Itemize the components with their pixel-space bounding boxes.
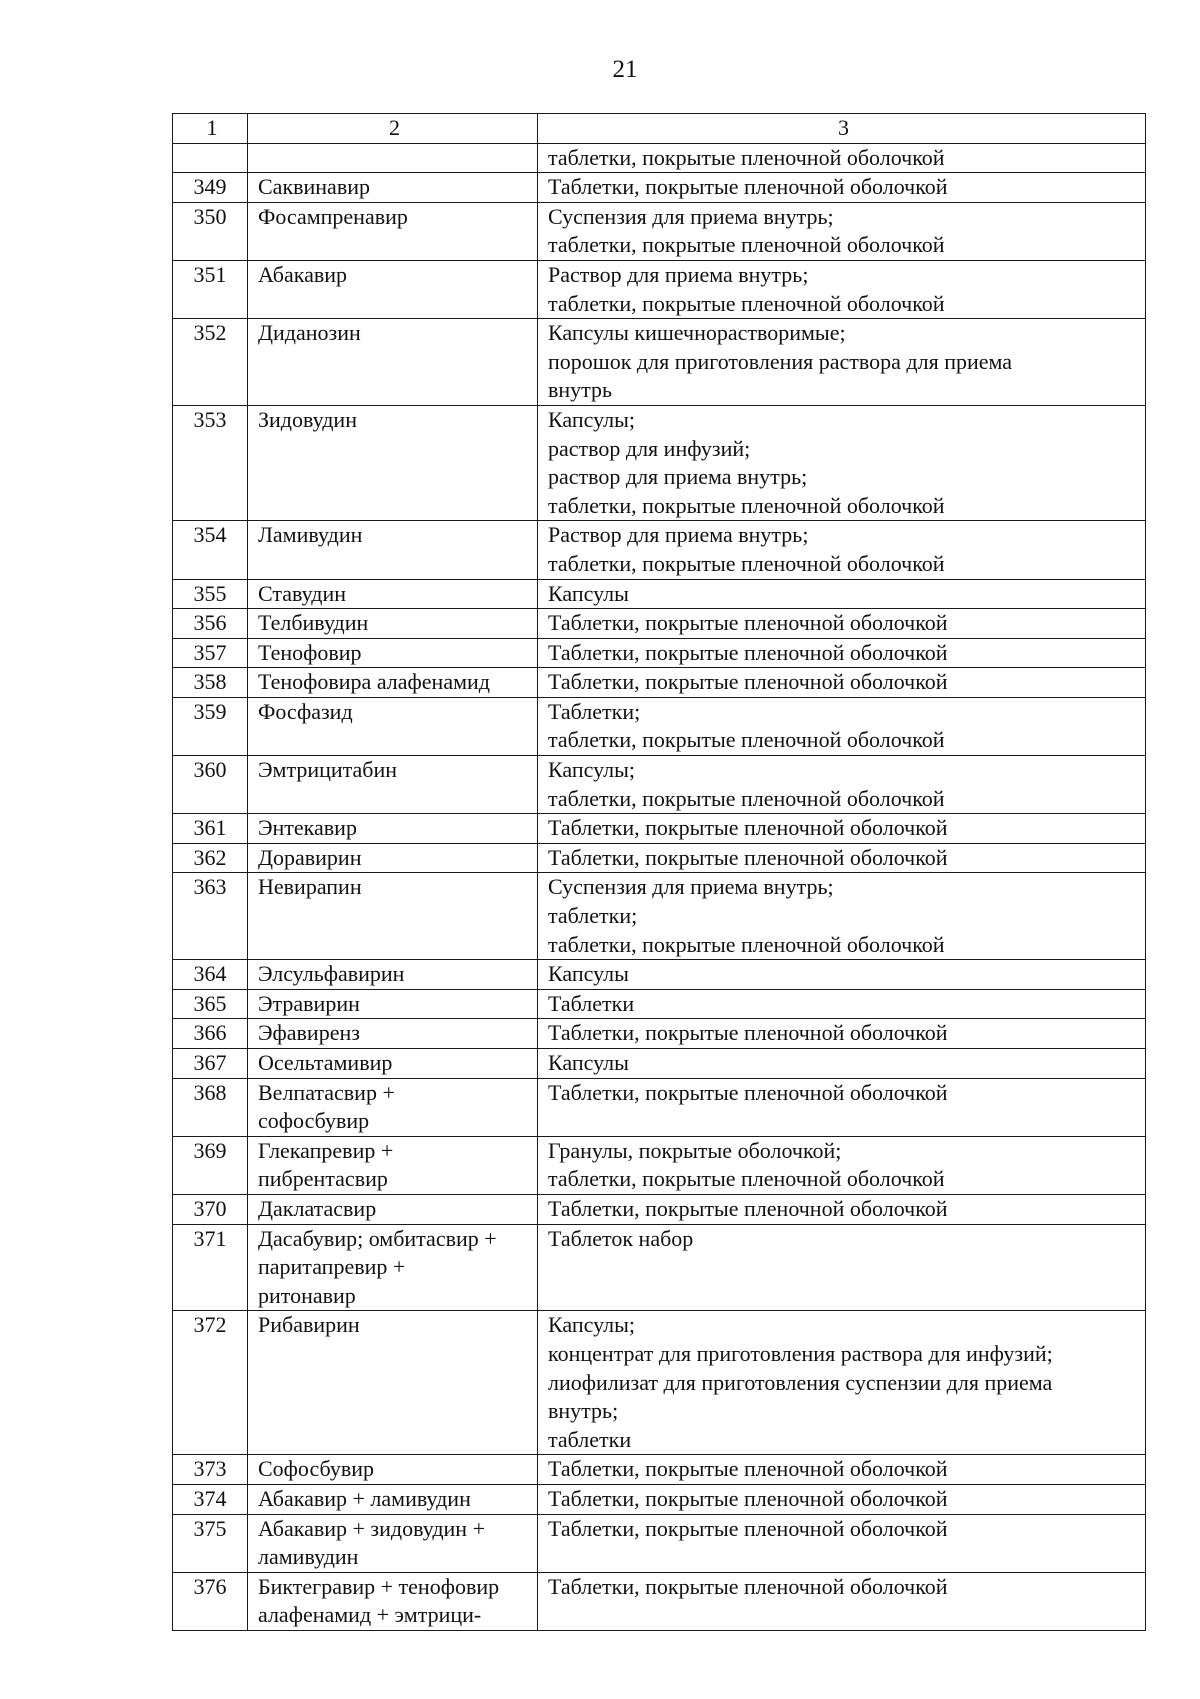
- table-row: [173, 873, 1146, 960]
- dosage-form-line: таблетки, покрытые пленочной оболочкой: [548, 1166, 945, 1192]
- table-row: [173, 173, 1146, 203]
- row-number: 359: [173, 697, 248, 755]
- drug-name-line: ритонавир: [258, 1282, 356, 1308]
- row-number: 363: [173, 873, 248, 960]
- row-number: 351: [173, 260, 248, 318]
- row-number: 373: [173, 1455, 248, 1485]
- drug-name-line: Ставудин: [258, 580, 347, 606]
- dosage-form-cell: [538, 1484, 1146, 1514]
- table-row: [173, 1572, 1146, 1630]
- drug-name-line: Тенофовира алафенамид: [258, 669, 490, 695]
- dosage-form-cell: [538, 1049, 1146, 1079]
- dosage-form-cell: [538, 668, 1146, 698]
- table-row: [173, 1455, 1146, 1485]
- dosage-form-line: Таблетки: [548, 990, 635, 1016]
- dosage-form-cell: [538, 1136, 1146, 1194]
- drug-name-line: Эмтрицитабин: [258, 757, 398, 783]
- drug-name-cell: [248, 756, 538, 814]
- dosage-form-line: таблетки, покрытые пленочной оболочкой: [548, 290, 945, 316]
- dosage-form-cell: [538, 843, 1146, 873]
- table-row: [173, 697, 1146, 755]
- row-number: 369: [173, 1136, 248, 1194]
- drug-name-cell: [248, 1572, 538, 1630]
- dosage-form-line: Капсулы: [548, 1050, 629, 1075]
- dosage-form-line: Таблетки, покрытые пленочной оболочкой: [548, 1573, 948, 1599]
- row-number: 360: [173, 756, 248, 814]
- column-header-name: 2: [248, 114, 538, 144]
- table-row: [173, 756, 1146, 814]
- dosage-form-line: Капсулы;: [548, 406, 636, 432]
- drug-name-line: Биктегравир + тенофовир: [258, 1573, 500, 1599]
- row-number: 365: [173, 989, 248, 1019]
- dosage-form-line: таблетки, покрытые пленочной оболочкой: [548, 931, 945, 957]
- dosage-form-cell: [538, 405, 1146, 520]
- drug-name-cell: [248, 638, 538, 668]
- drug-name-cell: [248, 260, 538, 318]
- drug-name-line: Эфавиренз: [258, 1020, 360, 1046]
- row-number: 358: [173, 668, 248, 698]
- dosage-form-line: Таблетки, покрытые пленочной оболочкой: [548, 1079, 948, 1105]
- column-header-number: 1: [173, 114, 248, 144]
- dosage-form-line: Таблетки, покрытые пленочной оболочкой: [548, 610, 948, 636]
- drug-name-line: Глекапревир +: [258, 1137, 394, 1163]
- dosage-form-line: Гранулы, покрытые оболочкой;: [548, 1137, 842, 1163]
- drug-name-cell: [248, 319, 538, 406]
- dosage-form-line: Таблетки;: [548, 698, 641, 724]
- dosage-form-line: лиофилизат для приготовления суспензии для приема: [548, 1369, 1053, 1395]
- drug-name-line: Зидовудин: [258, 406, 357, 432]
- dosage-form-line: внутрь;: [548, 1398, 619, 1424]
- drug-name-line: софосбувир: [258, 1108, 370, 1134]
- dosage-form-line: таблетки, покрытые пленочной оболочкой: [548, 232, 945, 258]
- drug-name-line: паритапревир +: [258, 1254, 406, 1280]
- row-number: 349: [173, 173, 248, 203]
- row-number: 376: [173, 1572, 248, 1630]
- row-number: 371: [173, 1224, 248, 1311]
- drug-name-cell: [248, 814, 538, 844]
- dosage-form-line: Таблеток набор: [548, 1225, 694, 1251]
- table-row: [173, 579, 1146, 609]
- drug-name-line: Софосбувир: [258, 1456, 375, 1482]
- dosage-form-cell: [538, 1514, 1146, 1572]
- table-row: [173, 668, 1146, 698]
- dosage-form-line: Раствор для приема внутрь;: [548, 261, 809, 287]
- dosage-form-cell: [538, 1224, 1146, 1311]
- drug-name-cell: [248, 989, 538, 1019]
- table-row: [173, 1049, 1146, 1079]
- table-row: [173, 638, 1146, 668]
- drug-name-line: Абакавир + зидовудин +: [258, 1515, 485, 1541]
- dosage-form-cell: [538, 989, 1146, 1019]
- table-row: [173, 1078, 1146, 1136]
- dosage-form-cell: [538, 143, 1146, 173]
- dosage-form-line: Суспензия для приема внутрь;: [548, 874, 834, 900]
- drug-name-line: Осельтамивир: [258, 1050, 393, 1075]
- dosage-form-line: порошок для приготовления раствора для приема: [548, 348, 1013, 374]
- dosage-form-line: Таблетки, покрытые пленочной оболочкой: [548, 669, 948, 695]
- drug-name-line: Саквинавир: [258, 174, 370, 200]
- row-number: 361: [173, 814, 248, 844]
- table-row: [173, 1484, 1146, 1514]
- drug-name-cell: [248, 173, 538, 203]
- dosage-form-cell: [538, 260, 1146, 318]
- table-row: [173, 143, 1146, 173]
- drug-name-cell: [248, 960, 538, 990]
- drug-name-line: Доравирин: [258, 844, 362, 870]
- drug-name-line: Фосфазид: [258, 698, 353, 724]
- drug-name-line: Абакавир + ламивудин: [258, 1485, 471, 1511]
- dosage-form-line: таблетки, покрытые пленочной оболочкой: [548, 144, 945, 170]
- drug-name-cell: [248, 1194, 538, 1224]
- drug-name-cell: [248, 579, 538, 609]
- drug-name-line: [258, 144, 531, 173]
- table-row: [173, 1136, 1146, 1194]
- row-number: 375: [173, 1514, 248, 1572]
- drug-name-line: Тенофовир: [258, 639, 362, 665]
- table-row: [173, 989, 1146, 1019]
- dosage-form-line: таблетки, покрытые пленочной оболочкой: [548, 492, 945, 518]
- dosage-form-cell: [538, 173, 1146, 203]
- drug-table-body: [173, 114, 1146, 1631]
- drug-name-cell: [248, 202, 538, 260]
- drug-name-line: Даклатасвир: [258, 1195, 377, 1221]
- table-row: [173, 1019, 1146, 1049]
- dosage-form-cell: [538, 319, 1146, 406]
- row-number: 355: [173, 579, 248, 609]
- drug-name-line: Ламивудин: [258, 522, 363, 548]
- row-number: 357: [173, 638, 248, 668]
- drug-table: [172, 113, 1146, 1631]
- drug-name-cell: [248, 1514, 538, 1572]
- dosage-form-cell: [538, 873, 1146, 960]
- drug-name-line: ламивудин: [258, 1544, 359, 1570]
- row-number: 364: [173, 960, 248, 990]
- dosage-form-cell: [538, 1194, 1146, 1224]
- dosage-form-line: таблетки;: [548, 903, 638, 929]
- dosage-form-line: Таблетки, покрытые пленочной оболочкой: [548, 1515, 948, 1541]
- drug-name-line: Диданозин: [258, 320, 361, 346]
- drug-name-line: Телбивудин: [258, 610, 369, 636]
- dosage-form-line: таблетки, покрытые пленочной оболочкой: [548, 550, 945, 576]
- dosage-form-line: Таблетки, покрытые пленочной оболочкой: [548, 1456, 948, 1482]
- dosage-form-line: таблетки: [548, 1426, 632, 1452]
- drug-name-cell: [248, 1136, 538, 1194]
- dosage-form-line: Таблетки, покрытые пленочной оболочкой: [548, 1485, 948, 1511]
- table-row: [173, 843, 1146, 873]
- table-row: [173, 260, 1146, 318]
- drug-name-cell: [248, 1311, 538, 1455]
- dosage-form-line: Таблетки, покрытые пленочной оболочкой: [548, 815, 948, 841]
- table-row: [173, 1194, 1146, 1224]
- drug-name-cell: [248, 405, 538, 520]
- dosage-form-line: Таблетки, покрытые пленочной оболочкой: [548, 174, 948, 200]
- drug-name-line: Фосампренавир: [258, 203, 408, 229]
- dosage-form-cell: [538, 1019, 1146, 1049]
- drug-name-cell: [248, 1484, 538, 1514]
- dosage-form-line: таблетки, покрытые пленочной оболочкой: [548, 785, 945, 811]
- table-row: [173, 1514, 1146, 1572]
- drug-name-cell: [248, 1455, 538, 1485]
- table-row: [173, 405, 1146, 520]
- dosage-form-line: концентрат для приготовления раствора для инфузий;: [548, 1340, 1053, 1366]
- table-row: [173, 521, 1146, 579]
- table-header-row: [173, 114, 1146, 144]
- row-number: 362: [173, 843, 248, 873]
- table-row: [173, 319, 1146, 406]
- drug-name-cell: [248, 521, 538, 579]
- dosage-form-cell: [538, 202, 1146, 260]
- row-number: 372: [173, 1311, 248, 1455]
- dosage-form-line: Капсулы: [548, 580, 629, 606]
- drug-name-line: Велпатасвир +: [258, 1079, 395, 1105]
- column-header-form: 3: [538, 114, 1146, 144]
- drug-name-cell: [248, 1078, 538, 1136]
- row-number: 370: [173, 1194, 248, 1224]
- drug-name-line: Абакавир: [258, 261, 348, 287]
- dosage-form-line: внутрь: [548, 377, 613, 403]
- drug-name-cell: [248, 143, 538, 173]
- dosage-form-cell: [538, 521, 1146, 579]
- row-number: 352: [173, 319, 248, 406]
- dosage-form-line: Капсулы;: [548, 757, 636, 783]
- dosage-form-cell: [538, 1311, 1146, 1455]
- dosage-form-line: раствор для инфузий;: [548, 435, 751, 461]
- row-number: 356: [173, 609, 248, 639]
- dosage-form-cell: [538, 697, 1146, 755]
- row-number: 374: [173, 1484, 248, 1514]
- drug-name-cell: [248, 1049, 538, 1079]
- drug-name-cell: [248, 843, 538, 873]
- dosage-form-line: Таблетки, покрытые пленочной оболочкой: [548, 844, 948, 870]
- dosage-form-cell: [538, 960, 1146, 990]
- dosage-form-line: раствор для приема внутрь;: [548, 464, 808, 490]
- dosage-form-cell: [538, 579, 1146, 609]
- table-row: [173, 1224, 1146, 1311]
- drug-name-line: алафенамид + эмтрици-: [258, 1602, 482, 1628]
- row-number: 353: [173, 405, 248, 520]
- row-number: 350: [173, 202, 248, 260]
- dosage-form-cell: [538, 814, 1146, 844]
- row-number: [173, 143, 248, 173]
- drug-name-line: Этравирин: [258, 990, 360, 1016]
- dosage-form-line: таблетки, покрытые пленочной оболочкой: [548, 727, 945, 753]
- dosage-form-line: Раствор для приема внутрь;: [548, 522, 809, 548]
- table-row: [173, 960, 1146, 990]
- drug-name-cell: [248, 873, 538, 960]
- dosage-form-line: Таблетки, покрытые пленочной оболочкой: [548, 639, 948, 665]
- dosage-form-line: Капсулы: [548, 961, 629, 987]
- drug-name-line: Рибавирин: [258, 1312, 360, 1338]
- drug-name-cell: [248, 697, 538, 755]
- table-row: [173, 814, 1146, 844]
- dosage-form-cell: [538, 756, 1146, 814]
- table-row: [173, 1311, 1146, 1455]
- drug-name-line: Невирапин: [258, 874, 362, 900]
- row-number: 368: [173, 1078, 248, 1136]
- drug-name-cell: [248, 1224, 538, 1311]
- dosage-form-line: Капсулы;: [548, 1312, 636, 1338]
- dosage-form-line: Суспензия для приема внутрь;: [548, 203, 834, 229]
- dosage-form-cell: [538, 1078, 1146, 1136]
- dosage-form-cell: [538, 1455, 1146, 1485]
- table-row: [173, 609, 1146, 639]
- dosage-form-line: Таблетки, покрытые пленочной оболочкой: [548, 1020, 948, 1046]
- drug-name-line: Дасабувир; омбитасвир +: [258, 1225, 497, 1251]
- drug-name-line: пибрентасвир: [258, 1166, 388, 1192]
- dosage-form-cell: [538, 609, 1146, 639]
- dosage-form-line: Капсулы кишечнорастворимые;: [548, 320, 846, 346]
- page-number: 21: [612, 56, 638, 83]
- drug-name-cell: [248, 1019, 538, 1049]
- row-number: 366: [173, 1019, 248, 1049]
- dosage-form-line: Таблетки, покрытые пленочной оболочкой: [548, 1195, 948, 1221]
- drug-name-cell: [248, 668, 538, 698]
- table-row: [173, 202, 1146, 260]
- dosage-form-cell: [538, 1572, 1146, 1630]
- drug-name-cell: [248, 609, 538, 639]
- drug-name-line: Энтекавир: [258, 815, 357, 841]
- drug-name-line: Элсульфавирин: [258, 961, 405, 987]
- row-number: 354: [173, 521, 248, 579]
- dosage-form-cell: [538, 638, 1146, 668]
- row-number: 367: [173, 1049, 248, 1079]
